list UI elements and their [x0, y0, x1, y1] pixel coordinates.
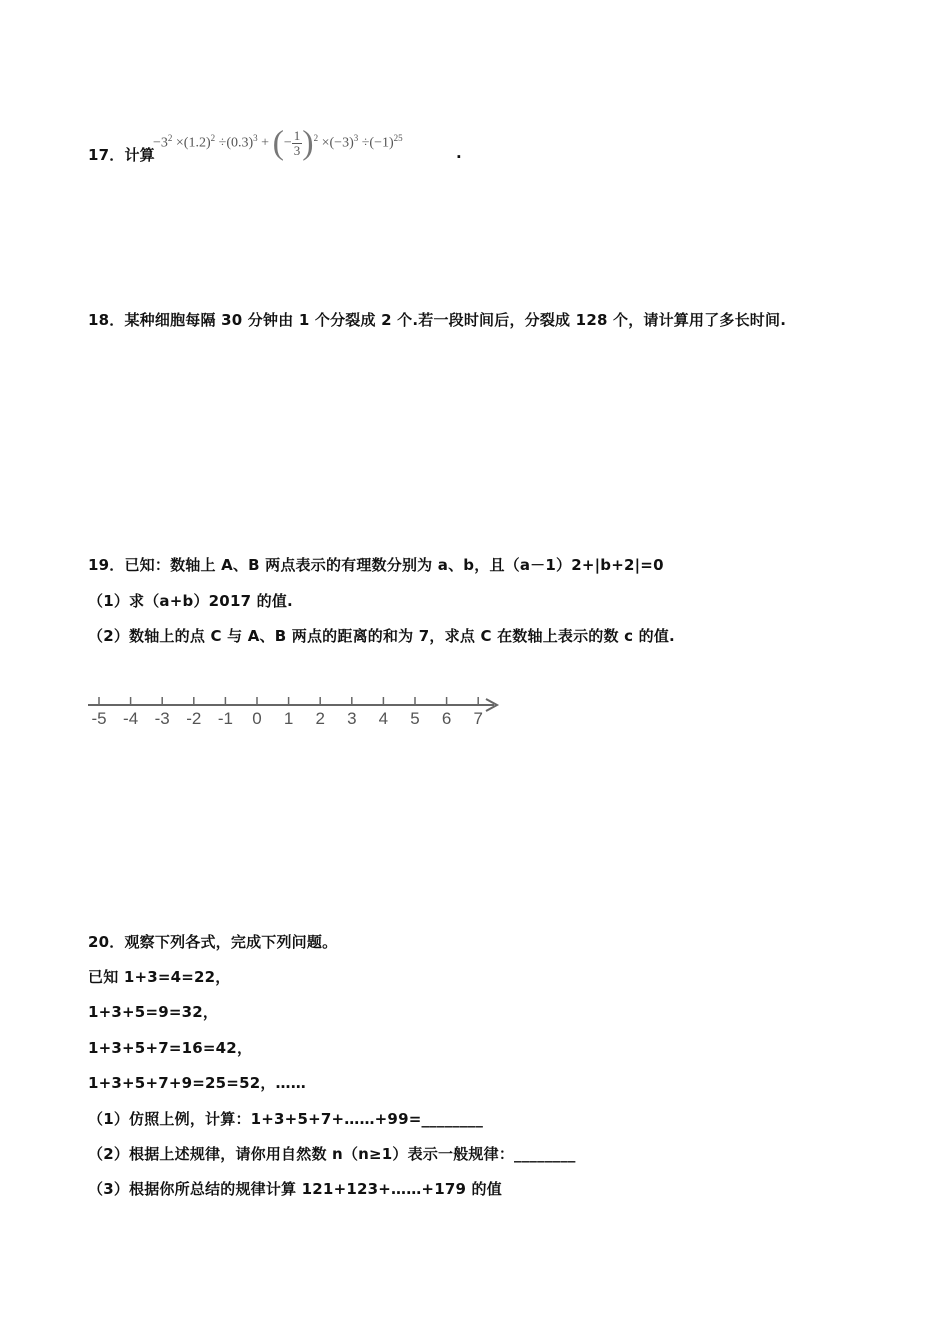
- q17-term1: −3: [153, 135, 168, 151]
- number-line-label: 0: [252, 709, 262, 728]
- q20-line3: 1+3+5+7=16=42，: [88, 1039, 253, 1057]
- q17-right-paren: ): [302, 124, 314, 162]
- q19-part2: （2）数轴上的点 C 与 A、B 两点的距离的和为 7，求点 C 在数轴上表示的数 c 的值.: [88, 627, 675, 645]
- q20-line1: 已知 1+3=4=22，: [88, 968, 231, 986]
- number-line-label: 3: [347, 709, 357, 728]
- q17-frac-num: 1: [293, 127, 301, 143]
- number-line-label: -3: [154, 709, 170, 728]
- q17-fraction: [292, 129, 303, 158]
- q17-term2: ×(1.2): [175, 135, 211, 151]
- q17-frac-den: 3: [293, 142, 301, 158]
- q17-frac-sign: −: [283, 135, 292, 151]
- q17-term6: ÷(−1): [361, 135, 394, 151]
- q17-label: 17．计算: [88, 146, 155, 164]
- q20-stem: 20．观察下列各式，完成下列问题。: [88, 933, 338, 951]
- q19-part1: （1）求（a+b）2017 的值.: [88, 592, 293, 610]
- number-line-label: -2: [186, 709, 202, 728]
- number-line: [86, 688, 506, 728]
- q17-term5: ×(−3): [321, 135, 354, 151]
- number-line-label: 6: [441, 709, 452, 728]
- q20-line4: 1+3+5+7+9=25=52，……: [88, 1074, 306, 1092]
- q17-exp5: 3: [353, 133, 359, 143]
- number-line-label: 7: [473, 709, 483, 728]
- q17-end-punct: .: [456, 144, 462, 162]
- q17-exp4: 2: [313, 133, 319, 143]
- q17-expression: [153, 124, 403, 164]
- number-line-label: -5: [91, 709, 107, 728]
- q17-term3: ÷(0.3): [218, 135, 254, 151]
- q20-line2: 1+3+5=9=32，: [88, 1003, 219, 1021]
- q17-exp6: 25: [393, 133, 403, 143]
- number-line-label: -1: [217, 709, 233, 728]
- number-line-label: 5: [410, 709, 420, 728]
- number-line-label: -4: [123, 709, 139, 728]
- q18-text: 18．某种细胞每隔 30 分钟由 1 个分裂成 2 个.若一段时间后，分裂成 128 个，请计算用了多长时间.: [88, 311, 787, 329]
- q20-part3: （3）根据你所总结的规律计算 121+123+……+179 的值: [88, 1180, 502, 1198]
- q17-left-paren: (: [272, 124, 284, 162]
- q19-stem: 19．已知：数轴上 A、B 两点表示的有理数分别为 a、b，且（a－1）2+|b+2|=0: [88, 556, 664, 574]
- number-line-label: 4: [378, 709, 389, 728]
- q17-exp1: 2: [167, 133, 173, 143]
- q17-plus: +: [261, 135, 270, 151]
- q20-part2: （2）根据上述规律，请你用自然数 n（n≥1）表示一般规律：________: [88, 1145, 576, 1163]
- q20-part1: （1）仿照上例，计算：1+3+5+7+……+99=________: [88, 1110, 484, 1128]
- number-line-label: 1: [283, 709, 294, 728]
- q17-exp2: 2: [210, 133, 216, 143]
- number-line-label: 2: [315, 709, 325, 728]
- q17-exp3: 3: [253, 133, 258, 143]
